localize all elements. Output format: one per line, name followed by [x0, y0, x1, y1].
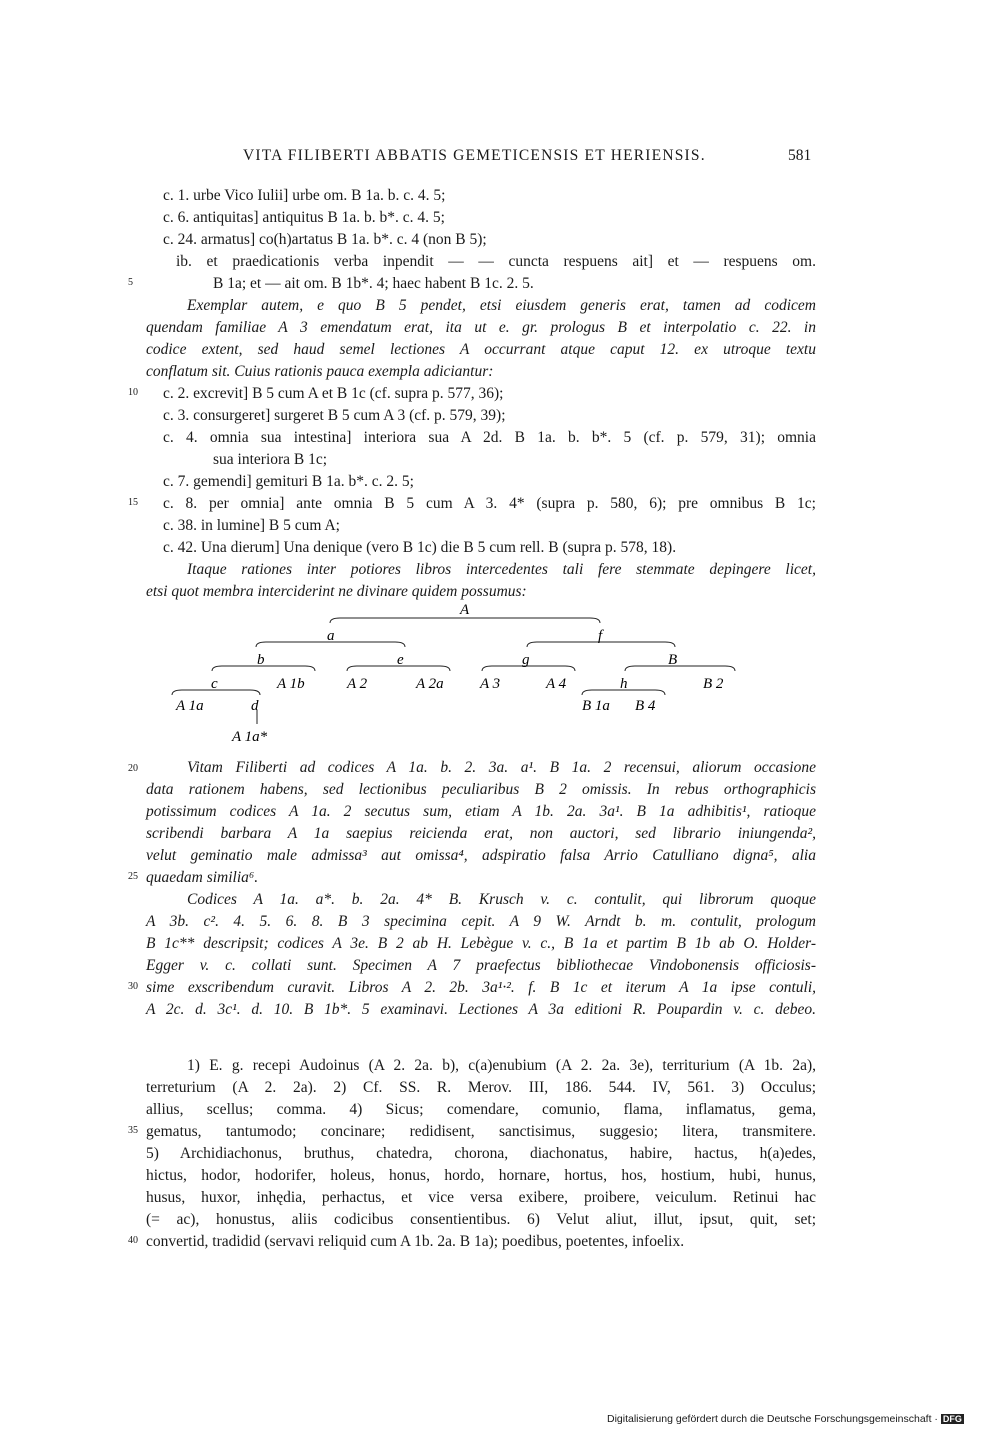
stemma-node: f: [598, 628, 603, 644]
page-number: 581: [788, 147, 812, 164]
text-line: B 1a; et — ait om. B 1b*. 4; haec habent B 1c. 2. 5.: [213, 275, 534, 292]
stemma-node: c: [211, 676, 218, 692]
stemma-node: A 1a: [176, 698, 204, 714]
stemma-node: A 1b: [277, 676, 305, 692]
line-number: 25: [128, 871, 138, 882]
footnote-line: terreturium (A 2. 2a). 2) Cf. SS. R. Merov. III, 186. 544. IV, 561. 3) Occulus;: [146, 1079, 816, 1096]
text-line: conflatum sit. Cuius rationis pauca exempla adiciantur:: [146, 363, 494, 380]
footnote-line: 1) E. g. recepi Audoinus (A 2. 2a. b), c(a)enubium (A 2. 2a. 3e), territurium (A 1b. 2a),: [187, 1057, 816, 1074]
stemma-node: B 1a: [582, 698, 610, 714]
footnote-line: convertid, tradidid (servavi reliquid cum A 1b. 2a. B 1a); poedibus, poetentes, infoelix.: [146, 1233, 685, 1250]
text-line: data rationem habens, sed lectionibus peculiaribus B 2 omissis. In rebus orthographicis: [146, 781, 816, 798]
text-line: Codices A 1a. a*. b. 2a. 4* B. Krusch v. c. contulit, qui librorum quoque: [187, 891, 816, 908]
text-line: c. 2. excrevit] B 5 cum A et B 1c (cf. supra p. 577, 36);: [163, 385, 504, 402]
text-line: c. 1. urbe Vico Iulii] urbe om. B 1a. b. c. 4. 5;: [163, 187, 446, 204]
text-line: sua interiora B 1c;: [213, 451, 328, 468]
text-line: c. 6. antiquitas] antiquitus B 1a. b. b*. c. 4. 5;: [163, 209, 445, 226]
stemma-brace: [625, 666, 735, 671]
stemma-node: A 1a*: [232, 729, 268, 745]
stemma-node: b: [257, 652, 265, 668]
line-number: 10: [128, 387, 138, 398]
footnote-line: hictus, hodor, hodorifer, holeus, honus, hordo, hornare, hortus, hos, hostium, hubi, hunus,: [146, 1167, 816, 1184]
text-line: sime exscribendum curavit. Libros A 2. 2b. 3a¹·². f. B 1c et iterum A 1a ipse contuli,: [146, 979, 816, 996]
text-line: ib. et praedicationis verba inpendit — — cuncta respuens ait] et — respuens om.: [176, 253, 816, 270]
line-number: 5: [128, 277, 133, 288]
text-line: Vitam Filiberti ad codices A 1a. b. 2. 3a. a¹. B 1a. 2 recensui, aliorum occasione: [187, 759, 816, 776]
stemma-brace: [527, 642, 600, 647]
text-line: c. 42. Una dierum] Una denique (vero B 1c) die B 5 cum rell. B (supra p. 578, 18).: [163, 539, 677, 556]
text-line: Egger v. c. collati sunt. Specimen A 7 praefectus bibliothecae Vindobonensis officiosis-: [146, 957, 816, 974]
stemma-node: A 2: [347, 676, 368, 692]
footnote-line: (= ac), honustus, aliis codicibus consentientibus. 6) Velut aliut, illut, ipsut, quit, set;: [146, 1211, 816, 1228]
dfg-logo: DFG: [942, 1414, 962, 1424]
text-line: c. 7. gemendi] gemituri B 1a. b*. c. 2. 5;: [163, 473, 414, 490]
stemma-node: h: [620, 676, 628, 692]
text-line: c. 3. consurgeret] surgeret B 5 cum A 3 (cf. p. 579, 39);: [163, 407, 506, 424]
stemma-node: A 2a: [416, 676, 444, 692]
line-number: 35: [128, 1125, 138, 1136]
footnote-line: gematus, tantumodo; concinare; redidisent, sanctisimus, suggesio; litera, transmitere.: [146, 1123, 816, 1140]
line-number: 30: [128, 981, 138, 992]
line-number: 15: [128, 497, 138, 508]
stemma-node: e: [397, 652, 404, 668]
running-title: VITA FILIBERTI ABBATIS GEMETICENSIS ET HERIENSIS.: [243, 147, 706, 164]
text-line: potissimum codices A 1a. 2 secutus sum, etiam A 1b. 2a. 3a¹. B 1a adhibitis¹, ratioque: [146, 803, 816, 820]
credit-text: Digitalisierung gefördert durch die Deutsche Forschungsgemeinschaft ·: [607, 1413, 938, 1425]
text-line: B 1c** descripsit; codices A 3e. B 2 ab H. Lebègue v. c., B 1a et partim B 1b ab O. Holder-: [146, 935, 816, 952]
stemma-diagram: [0, 598, 1000, 748]
stemma-node: d: [251, 698, 259, 714]
stemma-node: B 4: [635, 698, 656, 714]
text-line: Exemplar autem, e quo B 5 pendet, etsi eiusdem generis erat, tamen ad codicem: [187, 297, 816, 314]
stemma-node: a: [327, 628, 335, 644]
text-line: quendam familiae A 3 emendatum erat, ita ut e. gr. prologus B et interpolatio c. 22. in: [146, 319, 816, 336]
stemma-node: B 2: [703, 676, 724, 692]
text-line: Itaque rationes inter potiores libros intercedentes tali fere stemmate depingere licet,: [187, 561, 816, 578]
text-line: scribendi barbara A 1a saepius reicienda erat, non auctori, sed librario iniungenda²,: [146, 825, 816, 842]
stemma-brace: [600, 642, 675, 647]
text-line: codice extent, sed haud semel lectiones A occurrant atque caput 12. ex utroque textu: [146, 341, 816, 358]
stemma-node: A 3: [480, 676, 501, 692]
stemma-node: A 4: [546, 676, 567, 692]
digitization-credit: [607, 1413, 964, 1425]
stemma-node: g: [522, 652, 530, 668]
stemma-brace: [330, 618, 600, 623]
text-line: c. 8. per omnia] ante omnia B 5 cum A 3. 4* (supra p. 580, 6); pre omnibus B 1c;: [163, 495, 816, 512]
footnote-line: 5) Archidiachonus, bruthus, chatedra, chorona, diachonatus, habire, hactus, h(a)edes,: [146, 1145, 816, 1162]
text-line: quaedam similia⁶.: [146, 869, 259, 886]
text-line: A 2c. d. 3c¹. d. 10. B 1b*. 5 examinavi. Lectiones A 3a editioni R. Poupardin v. c. debeo.: [146, 1001, 816, 1018]
line-number: 20: [128, 763, 138, 774]
stemma-node: B: [668, 652, 678, 668]
text-line: A 3b. c². 4. 5. 6. 8. B 3 specimina cepit. A 9 W. Arndt b. m. contulit, prologum: [146, 913, 816, 930]
text-line: c. 4. omnia sua intestina] interiora sua A 2d. B 1a. b. b*. 5 (cf. p. 579, 31); omnia: [163, 429, 816, 446]
line-number: 40: [128, 1235, 138, 1246]
footnote-line: allius, scellus; comma. 4) Sicus; comendare, comunio, flama, inflamatus, gema,: [146, 1101, 816, 1118]
text-line: etsi quot membra interciderint ne divinare quidem possumus:: [146, 583, 527, 600]
stemma-node: A: [460, 602, 470, 618]
footnote-line: husus, huxor, inhędia, perhactus, et vice versa exibere, proibere, veiculum. Retinui hac: [146, 1189, 816, 1206]
text-line: c. 24. armatus] co(h)artatus B 1a. b*. c. 4 (non B 5);: [163, 231, 487, 248]
text-line: velut geminatio male admissa³ aut omissa⁴, adspiratio falsa Arrio Catulliano digna⁵, alia: [146, 847, 816, 864]
text-line: c. 38. in lumine] B 5 cum A;: [163, 517, 340, 534]
